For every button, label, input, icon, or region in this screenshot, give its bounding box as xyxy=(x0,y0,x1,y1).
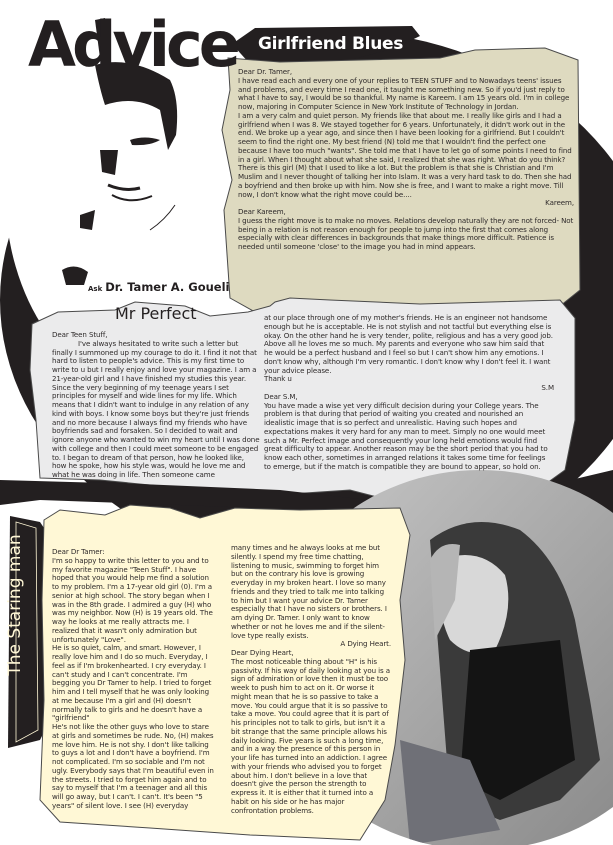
letter-signature: S.M xyxy=(541,383,554,392)
letter-greeting: Dear Dr. Tamer, xyxy=(238,67,293,76)
letter-paragraph: at our place through one of my mother's friends. He is an engineer not handsome enough but he is acceptable. He is not stylish and not tactful but everything else is okay. On the other hand he is very tender, polite, religious and has a very good job. Above all he loves me so much. My parents and everyone who saw him said that he would be a perfect husband and I feel so but I can't show him any emotions. I don't know why, although I'm very romantic. I don't know why I don't feel it. I want your advice please. xyxy=(264,313,553,375)
byline-name: Dr. Tamer A. Goueli xyxy=(105,280,230,294)
letter-paragraph: I have read each and every one of your replies to TEEN STUFF and to Nowadays teens' issues and problems, and every time I read one, it taught me something new. So if you'd just reply to what I have to say, I would be so thankful. My name is Kareem. I am 15 years old. I'm in college now, majoring in Computer Science in New York Institute of Technology in Jordan. xyxy=(238,75,570,111)
staring-man-column-left xyxy=(52,548,214,811)
letter-paragraph: I am a very calm and quiet person. My friends like that about me. I really like girls and I had a girlfriend when I was 8. We stayed together for 6 years. Unfortunately, it didn't work out in the end. We broke up a year ago, and since then I have been looking for a girlfriend. But I couldn't seem to find the right one. My best friend (N) told me that I wouldn't find the perfect one because I have too much "wants". She told me that I have to let go of some points I need to find in a girl. When I thought about what she said, I realized that she was right. What do you think? There is this girl (M) that I used to like a lot. But the problem is that she is Christian and I'm Muslim and I never thought of talking her into Islam. It was a very hard task to do. Then she had a boyfriend and then broke up with him. Now she is free, and I want to make a right move. Till now, I don't know what the right move could be.... xyxy=(238,110,572,199)
mr-perfect-column-right xyxy=(264,314,554,472)
staring-man-column-right xyxy=(231,544,391,815)
reply-body: I guess the right move is to make no moves. Relations develop naturally they are not forced- Not being in a relation is not reason enough for people to jump into the first that comes along especially with clear differences in backgrounds that make things more difficult. Patience is needed until someone 'close' to the image you had in mind appears. xyxy=(238,215,574,251)
reply-body: You have made a wise yet very difficult decision during your College years. The problem is that during that period of waiting you created and nourished an idealistic image that is so perfect and unrealistic. Having such hopes and expectations makes it very hard for any man to meet. Simply no one would meet such a Mr. Perfect image and consequently your long held emotions would find great difficulty to appear. Another reason may be the short period that you had to know each other, sometimes in arranged relations it takes some time for feelings to emerge, but if the match is compatible they are bound to appear, so hold on. xyxy=(264,400,548,471)
girlfriend-blues-headline: Girlfriend Blues xyxy=(258,34,404,54)
page-title: Advice xyxy=(28,8,237,81)
reply-greeting: Dear Kareem, xyxy=(238,207,286,216)
letter-paragraph: I've always hesitated to write such a letter but finally I summoned up my courage to do it. I find it not that hard to listen to people's advice. This is my first time to write to u but I really enjoy and love your magazine. I am a 21-year-old girl and I have finished my studies this year. Since the very beginning of my teenage years I set principles for myself and wide lines for my life. Which means that I didn't want to indulge in any relation of any kind with boys. I know some boys but they're just friends and no more because I always find my friends who have boyfriends sad and forsaken. So I decided to wait and ignore anyone who wanted to win my heart until I was done with college and then I could meet someone to be engaged to. I began to dream of that person, how he looked like, how he spoke, how his style was, would he love me and what he was doing in life. Then someone came xyxy=(52,338,260,479)
mr-perfect-headline: Mr Perfect xyxy=(115,304,197,323)
staring-man-headline: The Staring man xyxy=(5,534,25,676)
columnist-byline xyxy=(88,280,229,294)
girlfriend-blues-article xyxy=(238,68,574,252)
reply-greeting: Dear Dying Heart, xyxy=(231,648,294,657)
reply-greeting: Dear S.M, xyxy=(264,391,298,401)
letter-paragraph: I'm so happy to write this letter to you and to my favorite magazine "Teen Stuff". I have hoped that you would help me find a solution to my problem. I'm a 17-year old girl (0). I'm a senior at high school. The story began when I was in the 8th grade. I admired a guy (H) who was my neighbor. Now (H) is 19 years old. The way he looks at me really attracts me. I realized that it wasn't only admiration but unfortunately "Love". xyxy=(52,555,213,644)
letter-signature: A Dying Heart. xyxy=(340,639,391,649)
letter-paragraph: He's not like the other guys who love to stare at girls and sometimes be rude. No, (H) makes me love him. He is not shy. I don't like talking to guys a lot and I don't have a boyfriend. I'm not complicated. I'm so sociable and I'm not ugly. Everybody says that I'm beautiful even in the streets. I tried to forget him again and to say to myself that I'm a teenager and all this will go away, but I can't. I can't. It's been "5 years" of silent love. I see (H) everyday xyxy=(52,722,214,810)
letter-greeting: Dear Dr Tamer: xyxy=(52,547,105,556)
byline-prefix: Ask xyxy=(88,285,103,293)
reply-body: The most noticeable thing about "H" is his passivity. If his way of daily looking at you is a sign of admiration or love then it must be too week to push him to act on it. Or worse it might mean that he is so passive to take a move. You could argue that it is so passive to take a move. You could agree that it is part of his principles not to talk to girls, but isn't it a bit strange that the same principle allows his daily looking. Five years is such a long time, and in a way the presence of this person in your life has turned into an addiction. I agree with your friends who advised you to forget about him. I don't believe in a love that doesn't give the person the strength to express it. It is either that it turned into a habit on his side or he has major confrontation problems. xyxy=(231,656,390,815)
letter-greeting: Dear Teen Stuff, xyxy=(52,330,108,339)
mr-perfect-column-left xyxy=(52,331,260,480)
letter-paragraph: He is so quiet, calm, and smart. However, I really love him and I do so much. Everyday, I feel as if I'm brokenhearted. I cry everyday. I can't study and I can't concentrate. I'm begging you Dr Tamer to help. I tried to forget him and I tell myself that he was only looking at me because I'm a girl and (H) doesn't normally talk to girls and he doesn't have a "girlfriend" xyxy=(52,643,212,723)
letter-signature: Kareem, xyxy=(545,198,574,208)
letter-closing: Thank u xyxy=(264,374,292,384)
letter-paragraph: many times and he always looks at me but silently. I spend my free time chatting, listening to music, swimming to forget him but on the contrary his love is growing everyday in my broken heart. I love so many friends and they tried to talk me into talking to him but I want your advice Dr. Tamer especially that I have no sisters or brothers. I am dying Dr. Tamer. I only want to know whether or not he loves me and if the silent-love type really exists. xyxy=(231,543,387,640)
